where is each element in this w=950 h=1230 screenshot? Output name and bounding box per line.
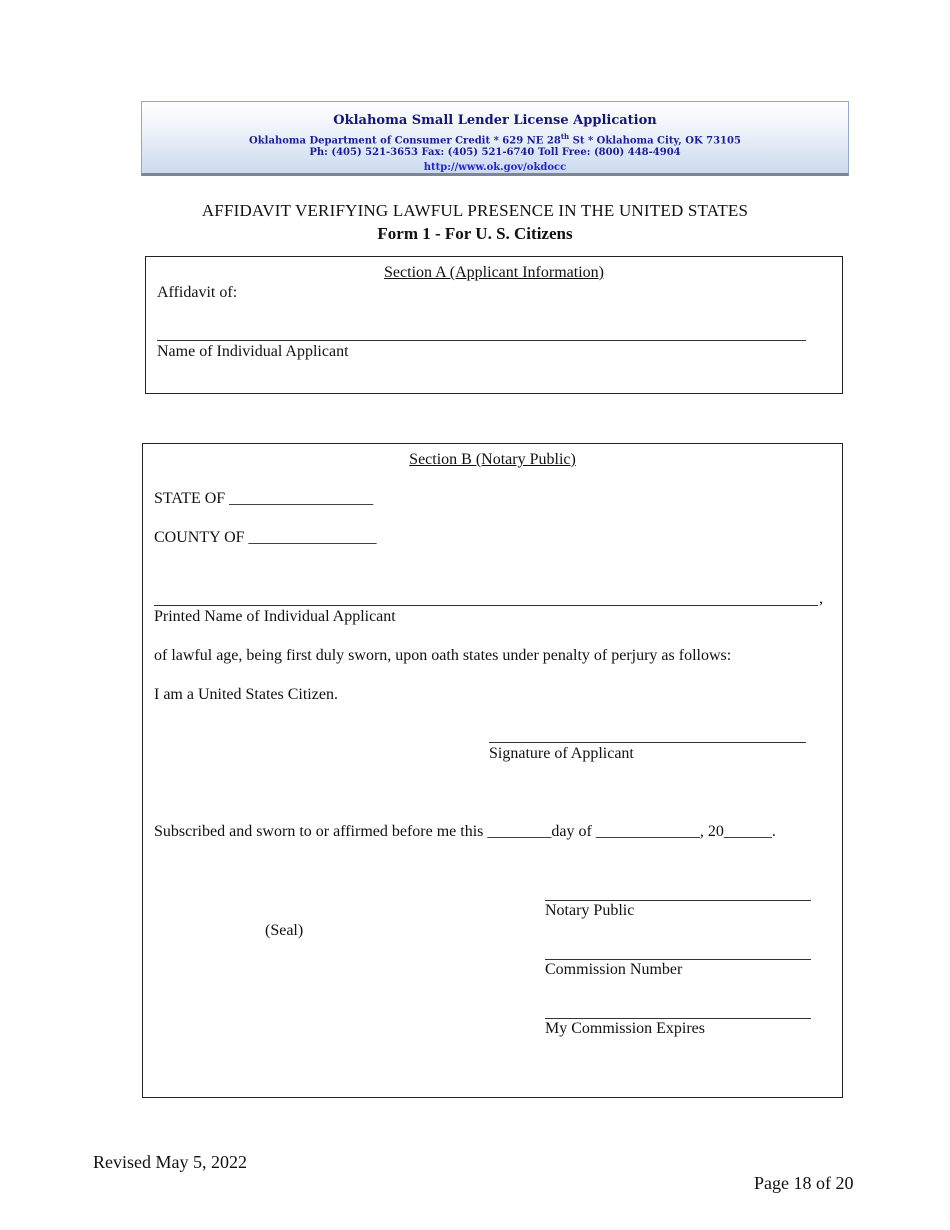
applicant-name-label: Name of Individual Applicant	[157, 343, 349, 360]
commission-expires-line[interactable]	[545, 1018, 811, 1019]
commission-number-label: Commission Number	[545, 961, 683, 978]
section-a-heading: Section A (Applicant Information)	[384, 264, 604, 281]
printed-name-line[interactable]	[154, 605, 818, 606]
commission-number-line[interactable]	[545, 959, 811, 960]
affidavit-of-label: Affidavit of:	[157, 284, 238, 301]
form-title: AFFIDAVIT VERIFYING LAWFUL PRESENCE IN THE UNITED STATES	[201, 201, 749, 220]
applicant-name-line[interactable]	[157, 340, 806, 341]
signature-line[interactable]	[489, 742, 806, 743]
section-b-heading: Section B (Notary Public)	[409, 451, 576, 468]
application-title: Oklahoma Small Lender License Application	[333, 113, 657, 128]
comma: ,	[819, 590, 823, 607]
form-subtitle: Form 1 - For U. S. Citizens	[377, 224, 573, 243]
county-of-field[interactable]: COUNTY OF ________________	[154, 529, 377, 546]
printed-name-label: Printed Name of Individual Applicant	[154, 608, 396, 625]
page-number: Page 18 of 20	[754, 1173, 854, 1193]
citizen-statement: I am a United States Citizen.	[154, 686, 338, 703]
signature-label: Signature of Applicant	[489, 745, 634, 762]
department-address: Oklahoma Department of Consumer Credit * 629 NE 28th St * Oklahoma City, OK 73105	[249, 132, 741, 147]
notary-signature-line[interactable]	[545, 900, 811, 901]
department-url[interactable]: http://www.ok.gov/okdocc	[423, 162, 567, 173]
state-of-field[interactable]: STATE OF __________________	[154, 490, 374, 507]
revised-date: Revised May 5, 2022	[93, 1152, 247, 1172]
seal-label: (Seal)	[265, 922, 304, 939]
commission-expires-label: My Commission Expires	[545, 1020, 706, 1037]
header-banner	[141, 101, 849, 176]
subscribed-sworn-statement[interactable]: Subscribed and sworn to or affirmed before me this ________day of _____________, 20______.	[154, 823, 776, 840]
oath-statement: of lawful age, being first duly sworn, upon oath states under penalty of perjury as follows:	[154, 647, 732, 664]
notary-public-label: Notary Public	[545, 902, 635, 919]
department-phones: Ph: (405) 521-3653 Fax: (405) 521-6740 Toll Free: (800) 448-4904	[309, 147, 681, 158]
